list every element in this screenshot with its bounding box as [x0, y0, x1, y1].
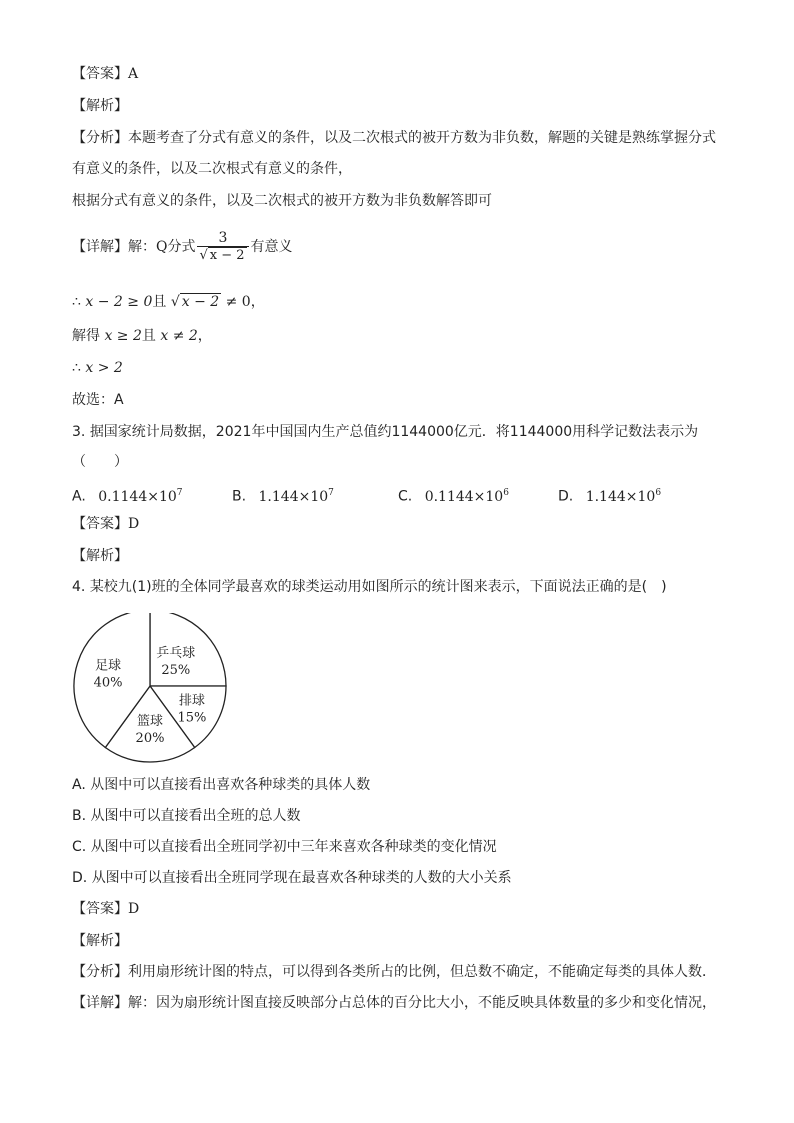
q4-answer-line	[72, 899, 139, 919]
option-exponent: 6	[503, 488, 509, 498]
option-letter: B.	[72, 808, 87, 824]
option-letter: B.	[232, 488, 247, 505]
answer-label: 【答案】	[72, 901, 128, 917]
option-letter: C.	[72, 839, 87, 855]
q3-option-a[interactable]	[72, 483, 183, 507]
q3-answer-line	[72, 514, 139, 534]
answer-value: D	[128, 901, 140, 917]
pie-chart	[72, 613, 232, 763]
step-line-2	[72, 326, 212, 346]
fenxi-text-c: 根据分式有意义的条件，以及二次根式的被开方数为非负数解答即可	[72, 193, 492, 209]
therefore-symbol: ∴	[72, 294, 81, 310]
step3-expr: x > 2	[85, 360, 123, 376]
q3-number: 3.	[72, 424, 86, 440]
therefore-symbol: ∴	[72, 360, 81, 376]
q4-analysis-line	[72, 931, 128, 951]
option-letter: D.	[558, 488, 574, 505]
option-letter: C.	[398, 488, 413, 505]
pie-slice-percent: 25%	[161, 663, 191, 679]
fraction-denominator: √ x − 2	[197, 246, 248, 265]
option-mantissa: 0.1144×10	[424, 488, 504, 505]
choice-text: 故选：A	[72, 392, 124, 408]
step1-expr-b: ≠ 0	[225, 294, 251, 310]
analysis-label: 【解析】	[72, 933, 128, 949]
q3-analysis-line	[72, 546, 128, 566]
option-mantissa: 1.144×10	[585, 488, 656, 505]
option-exponent: 7	[328, 488, 334, 498]
step1-expr-a: x − 2 ≥ 0	[85, 294, 153, 310]
pie-slice-label: 排球	[178, 693, 205, 709]
option-text: 从图中可以直接看出喜欢各种球类的具体人数	[90, 777, 371, 793]
detail-suffix: 有意义	[250, 239, 293, 255]
q3-paren: （ ）	[72, 454, 128, 470]
answer-value: A	[128, 66, 139, 82]
pie-slice-percent: 15%	[177, 710, 207, 726]
q4-fenxi-line	[72, 962, 716, 982]
q4-text: 某校九(1)班的全体同学最喜欢的球类运动用如图所示的统计图来表示，下面说法正确的是( )	[89, 579, 667, 595]
q3-paren-line	[72, 452, 128, 472]
pie-slice-label: 乒乓球	[156, 646, 196, 662]
detail-text: 解：因为扇形统计图直接反映部分占总体的百分比大小，不能反映具体数量的多少和变化情况，	[128, 995, 716, 1011]
fraction-numerator: 3	[218, 229, 228, 246]
q4-option-a[interactable]	[72, 775, 370, 795]
q4-option-b[interactable]	[72, 806, 301, 826]
choice-line-1	[72, 390, 124, 410]
option-exponent: 7	[176, 488, 183, 498]
detail-line-1	[72, 228, 293, 266]
q3-option-d[interactable]	[558, 483, 661, 507]
fenxi-text: 利用扇形统计图的特点，可以得到各类所占的比例，但总数不确定，不能确定每类的具体人数．	[128, 964, 716, 980]
analysis-label-1	[72, 96, 128, 116]
option-mantissa: 0.1144×10	[98, 488, 177, 505]
option-exponent: 6	[655, 488, 662, 498]
answer-line-1	[72, 64, 138, 84]
fraction	[197, 230, 248, 265]
option-letter: A.	[72, 777, 86, 793]
option-mantissa: 1.144×10	[258, 488, 329, 505]
fenxi-line-2	[72, 159, 352, 179]
step-line-1	[72, 292, 265, 312]
q3-option-c[interactable]	[398, 483, 509, 507]
step2-comma: ，	[197, 328, 212, 344]
fenxi-line-3	[72, 191, 492, 211]
fenxi-line-1	[72, 128, 716, 148]
step2-expr-a: x ≥ 2	[104, 328, 142, 344]
pie-slice-label: 篮球	[136, 713, 164, 729]
fenxi-label: 【分析】	[72, 964, 128, 980]
option-text: 从图中可以直接看出全班同学现在最喜欢各种球类的人数的大小关系	[91, 870, 512, 886]
option-letter: A.	[72, 488, 86, 505]
step2-prefix: 解得	[72, 328, 100, 344]
step1-comma: ，	[250, 294, 265, 310]
analysis-label: 【解析】	[72, 548, 128, 564]
fenxi-text-b: 有意义的条件，以及二次根式有意义的条件，	[72, 161, 352, 177]
fenxi-text-a: 本题考查了分式有意义的条件，以及二次根式的被开方数为非负数，解题的关键是熟练掌握分式	[128, 130, 716, 146]
q4-option-d[interactable]	[72, 868, 512, 888]
analysis-label: 【解析】	[72, 98, 128, 114]
q4-stem	[72, 577, 667, 597]
because-symbol: Q	[156, 239, 168, 255]
option-letter: D.	[72, 870, 88, 886]
answer-value: D	[128, 516, 140, 532]
step1-sqrt: √ x − 2	[170, 294, 220, 310]
q4-detail-line	[72, 993, 716, 1013]
fenshi-word: 分式	[167, 239, 196, 255]
q3-text: 据国家统计局数据，2021年中国国内生产总值约1144000亿元．将1144000用科学记数法表示为	[89, 424, 699, 440]
q3-option-b[interactable]	[232, 483, 334, 507]
q3-stem	[72, 422, 698, 442]
detail-label: 【详解】	[72, 995, 128, 1011]
answer-label: 【答案】	[72, 516, 128, 532]
q4-option-c[interactable]	[72, 837, 497, 857]
pie-slice-label: 足球	[95, 658, 122, 674]
answer-label: 【答案】	[72, 66, 128, 82]
detail-label: 【详解】	[72, 239, 128, 255]
option-text: 从图中可以直接看出全班的总人数	[90, 808, 301, 824]
step2-and: 且	[141, 328, 156, 344]
pie-slice-percent: 40%	[93, 675, 123, 691]
detail-prefix: 解：	[128, 239, 156, 255]
step2-expr-b: x ≠ 2	[160, 328, 198, 344]
step-line-3	[72, 358, 123, 378]
q4-number: 4.	[72, 579, 86, 595]
pie-slice-percent: 20%	[135, 730, 165, 746]
fenxi-label: 【分析】	[72, 130, 128, 146]
option-text: 从图中可以直接看出全班同学初中三年来喜欢各种球类的变化情况	[90, 839, 497, 855]
step1-and: 且	[152, 294, 167, 310]
